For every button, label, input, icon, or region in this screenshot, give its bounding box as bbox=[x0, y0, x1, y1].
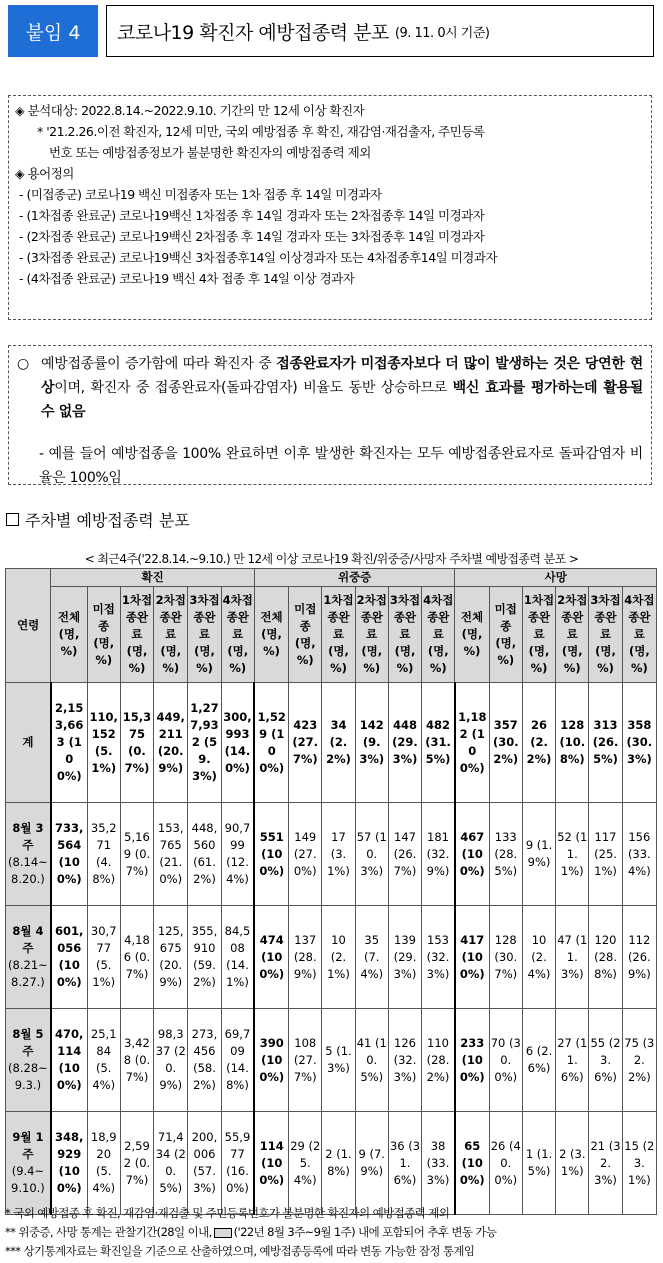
table-cell: 139 (29.3%) bbox=[388, 906, 421, 1009]
note-emphasis: 백신 효과를 평가하는데 활용될 수 없음 bbox=[41, 380, 643, 420]
table-cell: 133 (28.5%) bbox=[489, 803, 522, 906]
table-cell: 70 (30.0%) bbox=[489, 1009, 522, 1112]
term-item: - (3차접종 완료군) 코로나19백신 3차접종후14일 이상경과자 또는 4차접종후14일 미경과자 bbox=[19, 250, 498, 265]
footnote-part: ('22년 8월 3주~9월 1주) 내에 포함되어 추후 변동 가능 bbox=[233, 1225, 497, 1239]
table-cell: 149 (27.0%) bbox=[289, 803, 322, 906]
table-cell: 2,153,663 (100%) bbox=[51, 683, 87, 803]
table-cell: 423 (27.7%) bbox=[289, 683, 322, 803]
column-header: 3차접종완료 (명, %) bbox=[589, 587, 622, 683]
column-header: 4차접종완료 (명, %) bbox=[422, 587, 455, 683]
note-example: - 예를 들어 예방접종을 100% 완료하면 이후 발생한 확진자는 모두 예방접종완료자로 돌파감염자 비율은 100%임 bbox=[39, 446, 643, 486]
row-label: 8월 3주 (8.14~8.20.) bbox=[6, 803, 51, 906]
row-label: 8월 5주 (8.28~9.3.) bbox=[6, 1009, 51, 1112]
table-cell: 15,375 (0.7%) bbox=[120, 683, 153, 803]
definitions-box bbox=[8, 95, 652, 320]
table-cell: 114 (100%) bbox=[254, 1112, 288, 1215]
table-cell: 1,529 (100%) bbox=[254, 683, 288, 803]
table-cell: 5 (1.3%) bbox=[322, 1009, 355, 1112]
table-cell: 200,006 (57.3%) bbox=[188, 1112, 221, 1215]
table-cell: 69,709 (14.8%) bbox=[221, 1009, 254, 1112]
table-cell: 273,456 (58.2%) bbox=[188, 1009, 221, 1112]
footnote bbox=[5, 1223, 660, 1242]
table-cell: 47 (11.3%) bbox=[556, 906, 589, 1009]
row-label: 9월 1주 (9.4~9.10.) bbox=[6, 1112, 51, 1215]
column-header: 미접종 (명, %) bbox=[289, 587, 322, 683]
table-cell: 35 (7.4%) bbox=[355, 906, 388, 1009]
table-cell: 84,508 (14.1%) bbox=[221, 906, 254, 1009]
table-cell: 147 (26.7%) bbox=[388, 803, 421, 906]
analysis-note: * '21.2.26.이전 확진자, 12세 미만, 국외 예방접종 후 확진, 재감염·재검출자, 주민등록 bbox=[37, 124, 485, 139]
table-cell: 108 (27.7%) bbox=[289, 1009, 322, 1112]
table-cell: 9 (7.9%) bbox=[355, 1112, 388, 1215]
section-title bbox=[6, 508, 190, 531]
table-cell: 470,114 (100%) bbox=[51, 1009, 87, 1112]
column-header: 4차접종완료 (명, %) bbox=[221, 587, 254, 683]
table-cell: 55 (23.6%) bbox=[589, 1009, 622, 1112]
table-row bbox=[6, 803, 657, 906]
column-header: 2차접종완료 (명, %) bbox=[556, 587, 589, 683]
table-cell: 18,920 (5.4%) bbox=[87, 1112, 120, 1215]
table-cell: 98,337 (20.9%) bbox=[154, 1009, 188, 1112]
table-cell: 733,564 (100%) bbox=[51, 803, 87, 906]
table-cell: 75 (32.2%) bbox=[622, 1009, 656, 1112]
table-cell: 156 (33.4%) bbox=[622, 803, 656, 906]
row-label: 8월 4주 (8.21~8.27.) bbox=[6, 906, 51, 1009]
group-header: 사망 bbox=[455, 569, 657, 587]
column-header: 미접종 (명, %) bbox=[87, 587, 120, 683]
table-cell: 26 (40.0%) bbox=[489, 1112, 522, 1215]
group-header: 위중증 bbox=[254, 569, 455, 587]
table-cell: 348,929 (100%) bbox=[51, 1112, 87, 1215]
table-cell: 1,277,932 (59.3%) bbox=[188, 683, 221, 803]
table-cell: 2 (3.1%) bbox=[556, 1112, 589, 1215]
table-row bbox=[6, 1112, 657, 1215]
table-cell: 52 (11.1%) bbox=[556, 803, 589, 906]
table-cell: 10 (2.1%) bbox=[322, 906, 355, 1009]
footnotes bbox=[5, 1204, 660, 1261]
table-cell: 34 (2.2%) bbox=[322, 683, 355, 803]
note-box bbox=[8, 345, 652, 485]
analysis-note-cont: 번호 또는 예방접종정보가 불분명한 확진자의 예방접종력 제외 bbox=[49, 145, 371, 160]
table-cell: 9 (1.9%) bbox=[522, 803, 555, 906]
table-cell: 10 (2.4%) bbox=[522, 906, 555, 1009]
table-cell: 417 (100%) bbox=[455, 906, 489, 1009]
table-row bbox=[6, 1009, 657, 1112]
table-cell: 112 (26.9%) bbox=[622, 906, 656, 1009]
table-cell: 313 (26.5%) bbox=[589, 683, 622, 803]
column-header: 3차접종완료 (명, %) bbox=[188, 587, 221, 683]
table-cell: 117 (25.1%) bbox=[589, 803, 622, 906]
table-cell: 25,184 (5.4%) bbox=[87, 1009, 120, 1112]
table-cell: 233 (100%) bbox=[455, 1009, 489, 1112]
group-header: 확진 bbox=[51, 569, 255, 587]
table-cell: 4,186 (0.7%) bbox=[120, 906, 153, 1009]
table-cell: 601,056 (100%) bbox=[51, 906, 87, 1009]
table-cell: 38 (33.3%) bbox=[422, 1112, 455, 1215]
table-cell: 474 (100%) bbox=[254, 906, 288, 1009]
terms-heading: ◈ 용어정의 bbox=[15, 166, 74, 181]
table-cell: 21 (32.3%) bbox=[589, 1112, 622, 1215]
term-item: - (2차접종 완료군) 코로나19백신 2차접종 후 14일 경과자 또는 3차접종후 14일 미경과자 bbox=[19, 229, 485, 244]
table-cell: 35,271 (4.8%) bbox=[87, 803, 120, 906]
circle-bullet: ○ bbox=[17, 356, 29, 372]
table-cell: 137 (28.9%) bbox=[289, 906, 322, 1009]
table-cell: 153 (32.3%) bbox=[422, 906, 455, 1009]
table-cell: 57 (10.3%) bbox=[355, 803, 388, 906]
table-cell: 26 (2.2%) bbox=[522, 683, 555, 803]
page-title-date: (9. 11. 0시 기준) bbox=[394, 25, 490, 41]
table-caption: < 최근4주('22.8.14.~9.10.) 만 12세 이상 코로나19 확진/위중증/사망자 주차별 예방접종력 분포 > bbox=[84, 552, 579, 566]
table-cell: 125,675 (20.9%) bbox=[154, 906, 188, 1009]
table-cell: 36 (31.6%) bbox=[388, 1112, 421, 1215]
table-row bbox=[6, 683, 657, 803]
column-header: 4차접종완료 (명, %) bbox=[622, 587, 656, 683]
table-cell: 300,993 (14.0%) bbox=[221, 683, 254, 803]
table-cell: 17 (3.1%) bbox=[322, 803, 355, 906]
column-header: 전체 (명, %) bbox=[254, 587, 288, 683]
table-cell: 29 (25.4%) bbox=[289, 1112, 322, 1215]
column-header: 1차접종완료 (명, %) bbox=[120, 587, 153, 683]
note-text bbox=[41, 352, 643, 424]
column-header: 전체 (명, %) bbox=[455, 587, 489, 683]
table-cell: 142 (9.3%) bbox=[355, 683, 388, 803]
table-row bbox=[6, 906, 657, 1009]
shaded-box-legend bbox=[214, 1228, 232, 1238]
section-title-text: 주차별 예방접종력 분포 bbox=[25, 511, 190, 530]
note-emphasis: 접종완료자가 미접종자보다 더 많이 발생하는 것은 당연한 현상 bbox=[41, 356, 643, 396]
table-cell: 30,777 (5.1%) bbox=[87, 906, 120, 1009]
table-cell: 15 (23.1%) bbox=[622, 1112, 656, 1215]
vaccination-distribution-table bbox=[5, 568, 657, 1215]
note-text-part: 이며, 확진자 중 접종완료자(돌파감염자) 비율도 동반 상승하므로 bbox=[54, 380, 453, 396]
table-cell: 5,169 (0.7%) bbox=[120, 803, 153, 906]
page-header bbox=[8, 5, 654, 57]
table-cell: 358 (30.3%) bbox=[622, 683, 656, 803]
table-cell: 6 (2.6%) bbox=[522, 1009, 555, 1112]
table-cell: 3,428 (0.7%) bbox=[120, 1009, 153, 1112]
column-header: 1차접종완료 (명, %) bbox=[322, 587, 355, 683]
table-cell: 55,977 (16.0%) bbox=[221, 1112, 254, 1215]
table-cell: 448,560 (61.2%) bbox=[188, 803, 221, 906]
column-header: 1차접종완료 (명, %) bbox=[522, 587, 555, 683]
table-cell: 390 (100%) bbox=[254, 1009, 288, 1112]
table-cell: 2 (1.8%) bbox=[322, 1112, 355, 1215]
analysis-target: ◈ 분석대상: 2022.8.14.~2022.9.10. 기간의 만 12세 이상 확진자 bbox=[15, 103, 365, 118]
square-bullet-icon bbox=[6, 513, 19, 526]
table-cell: 2,592 (0.7%) bbox=[120, 1112, 153, 1215]
table-cell: 551 (100%) bbox=[254, 803, 288, 906]
term-item: - (미접종군) 코로나19 백신 미접종자 또는 1차 접종 후 14일 미경과자 bbox=[19, 187, 382, 202]
term-item: - (1차접종 완료군) 코로나19백신 1차접종 후 14일 경과자 또는 2차접종후 14일 미경과자 bbox=[19, 208, 485, 223]
table-cell: 120 (28.8%) bbox=[589, 906, 622, 1009]
column-header: 2차접종완료 (명, %) bbox=[154, 587, 188, 683]
table-cell: 448 (29.3%) bbox=[388, 683, 421, 803]
table-cell: 357 (30.2%) bbox=[489, 683, 522, 803]
table-cell: 126 (32.3%) bbox=[388, 1009, 421, 1112]
table-cell: 467 (100%) bbox=[455, 803, 489, 906]
column-header: 전체 (명, %) bbox=[51, 587, 87, 683]
title-box bbox=[106, 5, 654, 57]
table-cell: 1,182 (100%) bbox=[455, 683, 489, 803]
attachment-badge: 붙임 4 bbox=[8, 5, 98, 57]
age-header: 연령 bbox=[6, 569, 51, 683]
footnote-part: ** 위중증, 사망 통계는 관찰기간(28일 이내, bbox=[5, 1225, 212, 1239]
table-cell: 449,211 (20.9%) bbox=[154, 683, 188, 803]
table-cell: 110,152 (5.1%) bbox=[87, 683, 120, 803]
column-header: 3차접종완료 (명, %) bbox=[388, 587, 421, 683]
row-label: 계 bbox=[6, 683, 51, 803]
table-cell: 482 (31.5%) bbox=[422, 683, 455, 803]
table-cell: 41 (10.5%) bbox=[355, 1009, 388, 1112]
term-item: - (4차접종 완료군) 코로나19 백신 4차 접종 후 14일 이상 경과자 bbox=[19, 271, 355, 286]
table-cell: 110 (28.2%) bbox=[422, 1009, 455, 1112]
table-cell: 71,434 (20.5%) bbox=[154, 1112, 188, 1215]
table-cell: 27 (11.6%) bbox=[556, 1009, 589, 1112]
footnote: * 국외 예방접종 후 확진, 재감염·재검출 및 주민등록번호가 불분명한 확진자의 예방접종력 제외 bbox=[5, 1206, 450, 1220]
table-cell: 181 (32.9%) bbox=[422, 803, 455, 906]
note-text-part: 예방접종률이 증가함에 따라 확진자 중 bbox=[41, 356, 277, 372]
table-cell: 128 (10.8%) bbox=[556, 683, 589, 803]
table-cell: 65 (100%) bbox=[455, 1112, 489, 1215]
column-header: 2차접종완료 (명, %) bbox=[355, 587, 388, 683]
table-cell: 355,910 (59.2%) bbox=[188, 906, 221, 1009]
column-header: 미접종 (명, %) bbox=[489, 587, 522, 683]
table-cell: 90,799 (12.4%) bbox=[221, 803, 254, 906]
table-cell: 153,765 (21.0%) bbox=[154, 803, 188, 906]
footnote: *** 상기통계자료는 확진일을 기준으로 산출하였으며, 예방접종등록에 따라 변동 가능한 잠정 통계임 bbox=[5, 1244, 475, 1258]
table-cell: 1 (1.5%) bbox=[522, 1112, 555, 1215]
table-cell: 128 (30.7%) bbox=[489, 906, 522, 1009]
page-title: 코로나19 확진자 예방접종력 분포 bbox=[117, 21, 389, 44]
